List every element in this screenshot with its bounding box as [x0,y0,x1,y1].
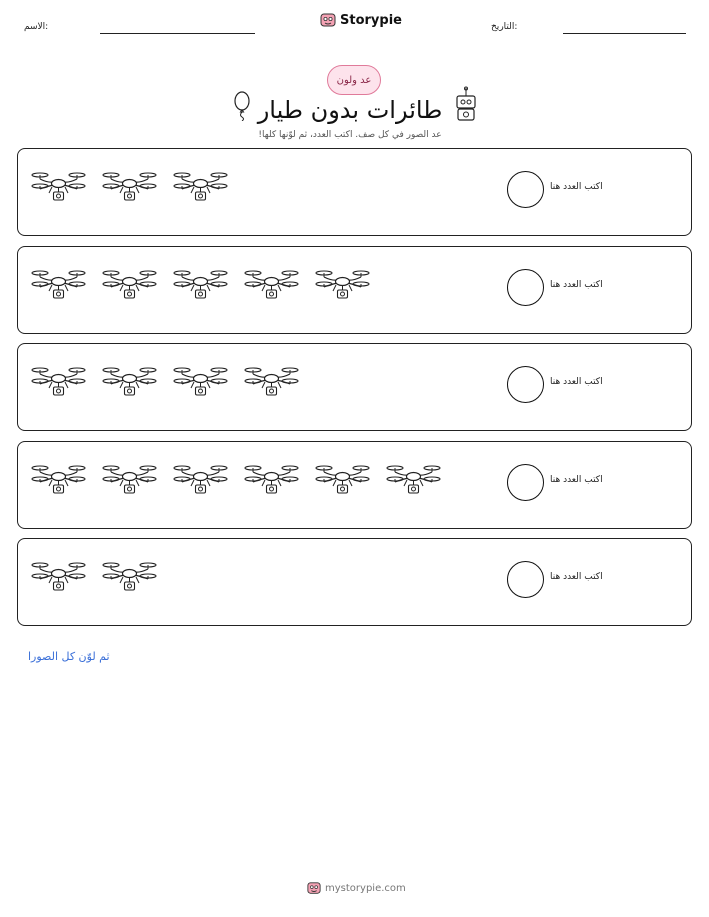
answer-circle[interactable] [507,366,544,403]
drone-icon [101,169,158,207]
book-mascot-icon [320,12,336,28]
answer-label: اكتب العدد هنا [550,572,603,582]
drone-group [30,169,229,207]
activity-badge: عد ولون [327,65,381,95]
drone-icon [172,169,229,207]
drone-group [30,364,300,402]
drone-icon [172,462,229,500]
date-label: التاريخ: [491,22,518,32]
drone-icon [30,462,87,500]
answer-circle[interactable] [507,561,544,598]
footer-note: ثم لوّن كل الصورا [28,650,110,663]
count-row [17,538,692,626]
drone-icon [243,462,300,500]
book-mascot-icon [307,881,321,895]
count-row [17,148,692,236]
footer-brand [307,881,406,895]
drone-icon [172,267,229,305]
drone-icon [30,364,87,402]
brand-name: Storypie [340,12,402,28]
answer-label: اكتب العدد هنا [550,377,603,387]
instructions: عد الصور في كل صف. اكتب العدد، ثم لوّنها كلها! [258,130,442,140]
count-row [17,343,692,431]
answer-circle[interactable] [507,269,544,306]
drone-icon [101,364,158,402]
count-row [17,441,692,529]
drone-icon [101,462,158,500]
drone-icon [314,462,371,500]
answer-circle[interactable] [507,171,544,208]
brand-logo [320,12,402,28]
drone-icon [30,267,87,305]
drone-icon [30,559,87,597]
drone-icon [385,462,442,500]
answer-circle[interactable] [507,464,544,501]
drone-group [30,462,442,500]
drone-icon [314,267,371,305]
answer-label: اكتب العدد هنا [550,475,603,485]
drone-icon [243,364,300,402]
answer-label: اكتب العدد هنا [550,280,603,290]
date-line[interactable] [563,33,686,34]
drone-icon [172,364,229,402]
count-row [17,246,692,334]
drone-icon [30,169,87,207]
drone-icon [101,559,158,597]
name-label: الاسم: [24,22,49,32]
name-line[interactable] [100,33,255,34]
answer-label: اكتب العدد هنا [550,182,603,192]
drone-group [30,559,158,597]
footer-site: mystorypie.com [325,882,406,894]
drone-icon [101,267,158,305]
page-title: طائرات بدون طيار [257,96,443,124]
drone-group [30,267,371,305]
drone-icon [243,267,300,305]
